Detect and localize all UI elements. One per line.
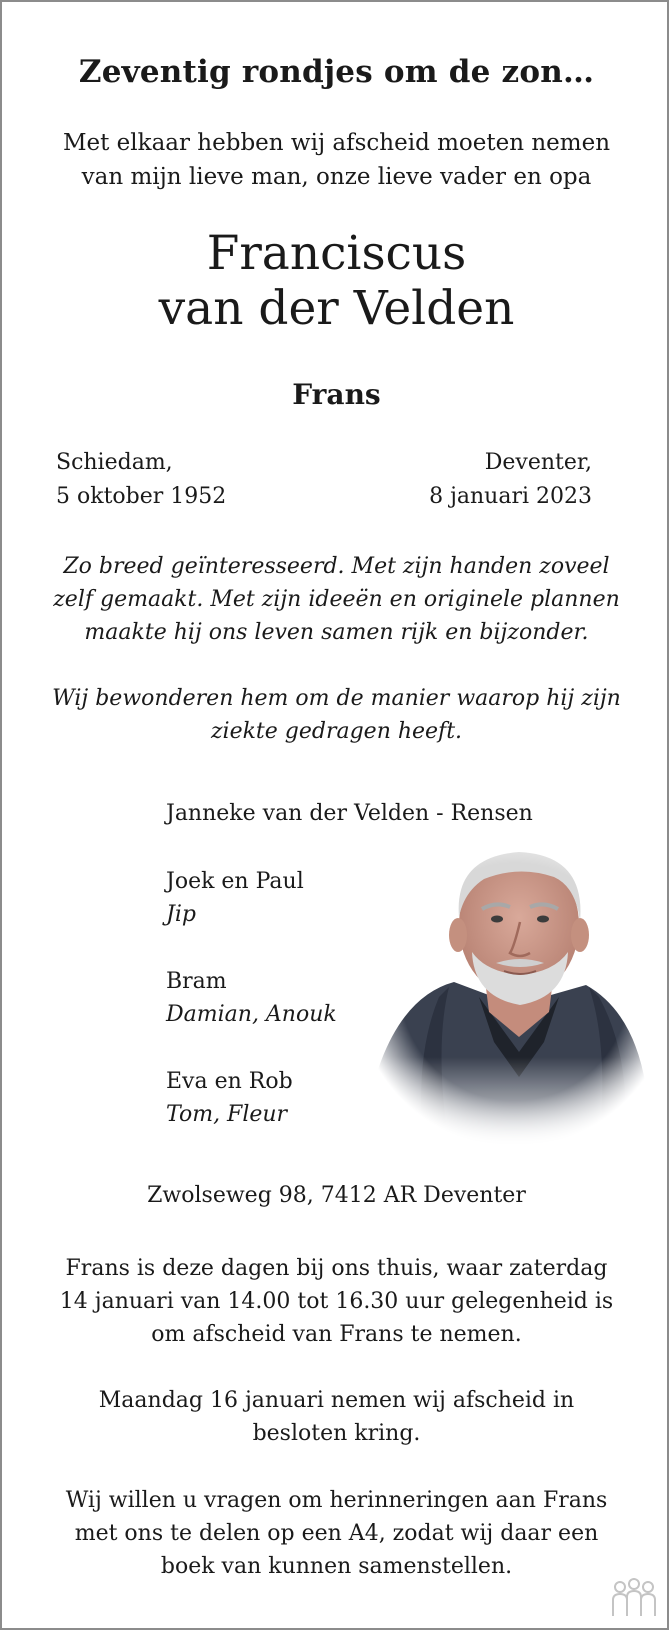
- child-names: Eva en Rob: [166, 1069, 293, 1094]
- paragraph-line: Frans is deze dagen bij ons thuis, waar zaterdag: [65, 1256, 608, 1281]
- grandchildren-names: Jip: [166, 902, 196, 927]
- paragraph-line: boek van kunnen samenstellen.: [160, 1554, 513, 1579]
- birth-info: [56, 446, 226, 514]
- intro-line: van mijn lieve man, onze lieve vader en opa: [81, 164, 592, 190]
- admiration-quote: [2, 682, 669, 748]
- deceased-last-name: van der Velden: [158, 281, 515, 336]
- quote-line: Zo breed geïnteresseerd. Met zijn handen zoveel: [63, 554, 610, 579]
- quote-line: Wij bewonderen hem om de manier waarop hij zijn: [52, 686, 621, 711]
- deceased-first-name: Franciscus: [206, 226, 467, 281]
- intro-text: [2, 126, 669, 194]
- quote-line: maakte hij ons leven samen rijk en bijzonder.: [84, 620, 589, 645]
- death-info: [429, 446, 592, 514]
- portrait-photo: [354, 847, 646, 1147]
- address: Zwolseweg 98, 7412 AR Deventer: [147, 1183, 526, 1208]
- deceased-nickname: Frans: [292, 378, 381, 411]
- death-place: Deventer,: [484, 450, 592, 475]
- birth-date: 5 oktober 1952: [56, 484, 227, 509]
- child-names: Joek en Paul: [166, 869, 304, 894]
- grandchildren-names: Tom, Fleur: [166, 1102, 288, 1127]
- death-date: 8 januari 2023: [429, 484, 592, 509]
- family-entry: [166, 965, 337, 1031]
- paragraph-line: om afscheid van Frans te nemen.: [151, 1322, 522, 1347]
- intro-line: Met elkaar hebben wij afscheid moeten nemen: [62, 130, 611, 156]
- paragraph-line: 14 januari van 14.00 tot 16.30 uur gelegenheid is: [59, 1289, 614, 1314]
- quote-line: zelf gemaakt. Met zijn ideeën en originele plannen: [53, 587, 620, 612]
- visitation-text: [2, 1252, 669, 1351]
- birth-place: Schiedam,: [56, 450, 173, 475]
- family-logo-icon: [611, 1578, 657, 1618]
- paragraph-line: besloten kring.: [252, 1421, 421, 1446]
- heading: Zeventig rondjes om de zon…: [78, 54, 595, 90]
- tribute-quote: [2, 550, 669, 649]
- grandchildren-names: Damian, Anouk: [166, 1002, 337, 1027]
- paragraph-line: Maandag 16 januari nemen wij afscheid in: [98, 1388, 575, 1413]
- paragraph-line: met ons te delen op een A4, zodat wij daar een: [74, 1521, 599, 1546]
- memories-request-text: [2, 1484, 669, 1583]
- family-entry: [166, 1065, 293, 1131]
- deceased-name: [2, 226, 669, 336]
- paragraph-line: Wij willen u vragen om herinneringen aan Frans: [65, 1488, 608, 1513]
- child-names: Bram: [166, 969, 227, 994]
- quote-line: ziekte gedragen heeft.: [210, 719, 463, 744]
- family-entry: [166, 865, 304, 931]
- farewell-text: [2, 1384, 669, 1450]
- spouse-name: Janneke van der Velden - Rensen: [166, 801, 533, 826]
